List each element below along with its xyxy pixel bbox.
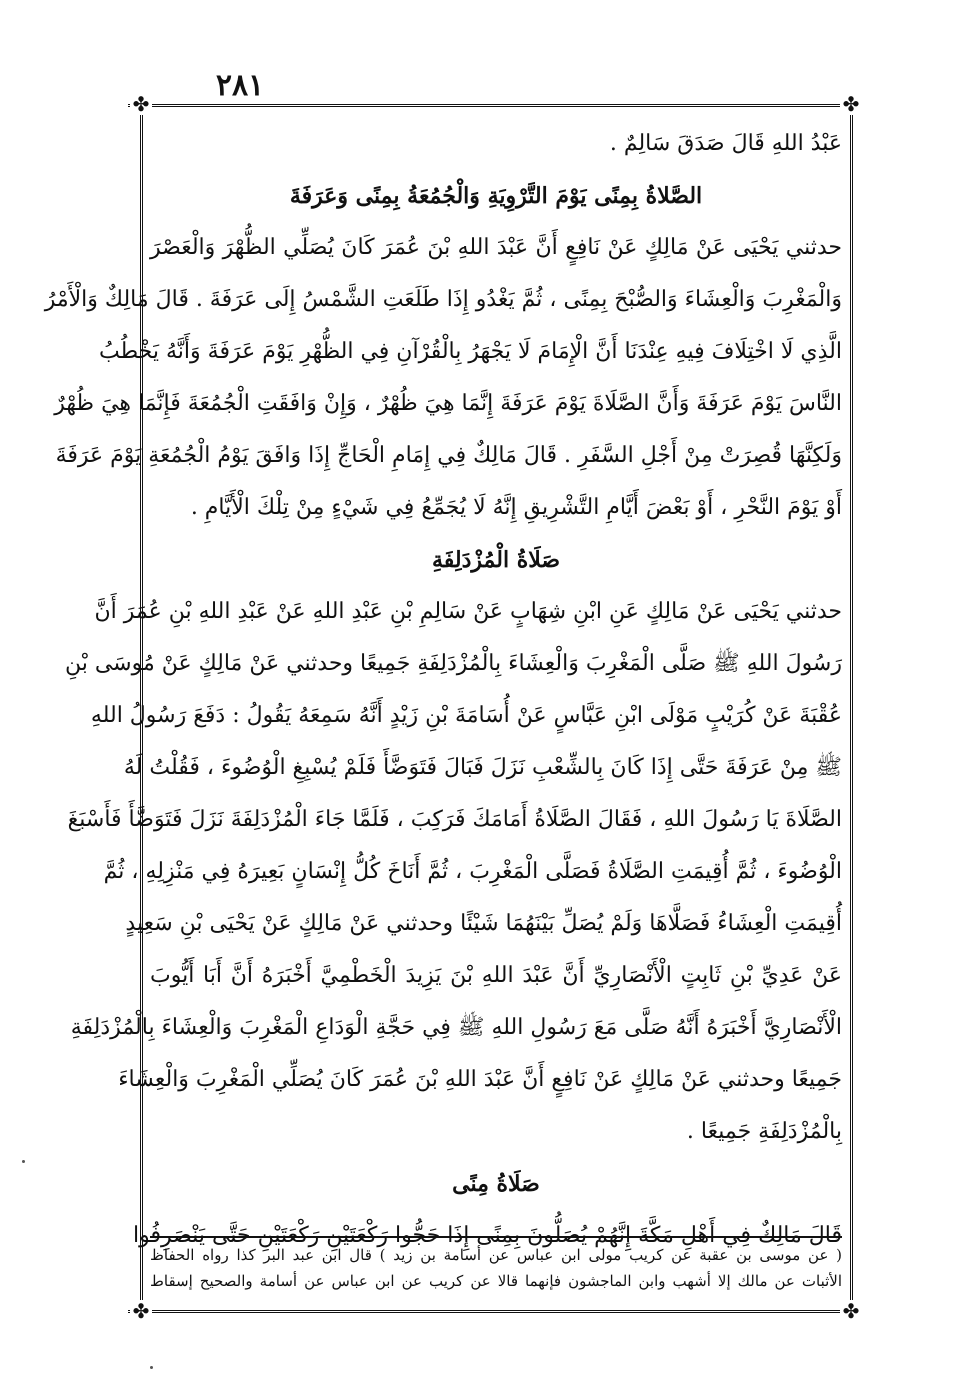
text-line: أُقِيمَتِ الْعِشَاءُ فَصَلَّاهَا وَلَمْ يُصَلِّ بَيْنَهُمَا شَيْئًا وحدثني عَنْ مَالِكٍ عَنْ يَحْيَى بْنِ سَعِيدٍ bbox=[125, 911, 842, 936]
text-line: بِالْمُزْدَلِفَةِ جَمِيعًا . bbox=[686, 1119, 842, 1144]
footnotes bbox=[150, 1242, 842, 1294]
text-line: قَالَ مَالِكٌ فِي أَهْلِ مَكَّةَ إِنَّهُمْ يُصَلُّونَ بِمِنًى إِذَا حَجُّوا رَكْعَتَيْنِ رَكْعَتَيْنِ حَتَّى يَنْصَرِفُوا bbox=[133, 1223, 842, 1248]
text-line: عَنْ عَدِيِّ بْنِ ثَابِتٍ الْأَنْصَارِيِّ أَنَّ عَبْدَ اللهِ بْنَ يَزِيدَ الْخَطْمِيَّ أَخْبَرَهُ أَنَّ أَبَا أَيُّوبَ bbox=[150, 963, 842, 988]
text-line: ﷺ مِنْ عَرَفَةَ حَتَّى إِذَا كَانَ بِالشِّعْبِ نَزَلَ فَبَالَ فَتَوَضَّأَ فَلَمْ يُسْبِغِ الْوُضُوءَ ، فَقُلْتُ لَهُ bbox=[123, 755, 842, 780]
corner-ornament-icon: ✤ bbox=[130, 93, 152, 115]
text-line: الْوُضُوءَ ، ثُمَّ أُقِيمَتِ الصَّلَاةُ فَصَلَّى الْمَغْرِبَ ، ثُمَّ أَنَاخَ كُلُّ إِنْسَانٍ بَعِيرَهُ فِي مَنْزِلِهِ ، ثُمَّ bbox=[103, 859, 842, 884]
text-line: النَّاسَ يَوْمَ عَرَفَةَ وَأَنَّ الصَّلَاةَ يَوْمَ عَرَفَةَ إِنَّمَا هِيَ ظُهْرٌ ، وَإِنْ وَافَقَتِ الْجُمُعَةَ فَإِنَّمَا هِيَ ظُهْرٌ bbox=[54, 391, 842, 416]
section-heading: الصَّلاةُ بِمِنًى يَوْمَ التَّرْوِيَةِ وَالْجُمُعَةُ بِمِنًى وَعَرَفَةَ bbox=[289, 183, 703, 209]
footnote-line: الأثبات عن مالك إلا أشهب وابن الماجشون فإنهما قالا عن كريب عن ابن عباس عن أسامة والصحيح إسقاط bbox=[150, 1272, 842, 1290]
speck bbox=[150, 1366, 153, 1369]
text-line: أَوْ يَوْمَ النَّحْرِ ، أَوْ بَعْضَ أَيَّامِ التَّشْرِيقِ إِنَّهُ لَا يُجَمِّعُ فِي شَيْءٍ مِنْ تِلْكَ الْأَيَّامِ . bbox=[190, 495, 842, 520]
text-line: حدثني يَحْيَى عَنْ مَالِكٍ عَنِ ابْنِ شِهَابٍ عَنْ سَالِمِ بْنِ عَبْدِ اللهِ عَنْ عَبْدِ اللهِ بْنِ عُمَرَ أَنَّ bbox=[94, 599, 842, 624]
text-line: جَمِيعًا وحدثني عَنْ مَالِكٍ عَنْ نَافِعٍ أَنَّ عَبْدَ اللهِ بْنَ عُمَرَ كَانَ يُصَلِّي الْمَغْرِبَ وَالْعِشَاءَ bbox=[118, 1067, 842, 1092]
frame-right-border bbox=[850, 96, 853, 1321]
text-line: الْأَنْصَارِيَّ أَخْبَرَهُ أَنَّهُ صَلَّى مَعَ رَسُولِ اللهِ ﷺ فِي حَجَّةِ الْوَدَاعِ الْمَغْرِبَ وَالْعِشَاءَ بِالْمُزْدَلِفَةِ bbox=[70, 1015, 842, 1040]
text-line: الصَّلَاةَ يَا رَسُولَ اللهِ ، فَقَالَ الصَّلَاةُ أَمَامَكَ فَرَكِبَ ، فَلَمَّا جَاءَ الْمُزْدَلِفَةَ نَزَلَ فَتَوَضَّأَ فَأَسْبَغَ bbox=[67, 807, 842, 832]
frame-top-border bbox=[128, 104, 860, 107]
corner-ornament-icon: ✤ bbox=[840, 1300, 862, 1322]
text-line: حدثني يَحْيَى عَنْ مَالِكٍ عَنْ نَافِعٍ أَنَّ عَبْدَ اللهِ بْنَ عُمَرَ كَانَ يُصَلِّي الظُّهْرَ وَالْعَصْرَ bbox=[150, 235, 842, 260]
page-number: ٢٨١ bbox=[215, 68, 265, 103]
main-text bbox=[44, 118, 842, 1248]
text-line: عَبْدُ اللهِ قَالَ صَدَقَ سَالِمٌ . bbox=[609, 131, 842, 156]
text-line: الَّذِي لَا اخْتِلَافَ فِيهِ عِنْدَنَا أَنَّ الْإِمَامَ لَا يَجْهَرُ بِالْقُرْآنِ فِي الظُّهْرِ يَوْمَ عَرَفَةَ وَأَنَّهُ يَخْطُبُ bbox=[99, 339, 842, 364]
footnote-rule bbox=[150, 1236, 842, 1238]
corner-ornament-icon: ✤ bbox=[840, 93, 862, 115]
section-heading: صَلَاةُ الْمُزْدَلِفَةِ bbox=[431, 547, 561, 573]
text-line: وَالْمَغْرِبَ وَالْعِشَاءَ وَالصُّبْحَ بِمِنًى ، ثُمَّ يَغْدُو إِذَا طَلَعَتِ الشَّمْسُ إِلَى عَرَفَةَ . قَالَ مَالِكٌ وَالْأَمْرُ bbox=[44, 287, 842, 312]
text-line: رَسُولَ اللهِ ﷺ صَلَّى الْمَغْرِبَ وَالْعِشَاءَ بِالْمُزْدَلِفَةِ جَمِيعًا وحدثني عَنْ مَالِكٍ عَنْ مُوسَى بْنِ bbox=[64, 651, 842, 676]
text-line: وَلَكِنَّهَا قُصِرَتْ مِنْ أَجْلِ السَّفَرِ . قَالَ مَالِكٌ فِي إِمَامِ الْحَاجِّ إِذَا وَافَقَ يَوْمُ الْجُمُعَةِ يَوْمَ عَرَفَةَ bbox=[55, 443, 842, 468]
speck bbox=[22, 1160, 25, 1163]
text-line: عُقْبَةَ عَنْ كُرَيْبٍ مَوْلَى ابْنِ عَبَّاسٍ عَنْ أُسَامَةَ بْنِ زَيْدٍ أَنَّهُ سَمِعَهُ يَقُولُ : دَفَعَ رَسُولُ اللهِ bbox=[90, 703, 842, 728]
corner-ornament-icon: ✤ bbox=[130, 1300, 152, 1322]
footnote-line: ( عن موسى بن عقبة عن كريب مولى ابن عباس عن أسامة بن زيد ) قال ابن عبد البر كذا رواه الحفاظ bbox=[150, 1246, 842, 1264]
section-heading: صَلَاةُ مِنًى bbox=[452, 1171, 540, 1197]
frame-bottom-border bbox=[128, 1310, 860, 1313]
